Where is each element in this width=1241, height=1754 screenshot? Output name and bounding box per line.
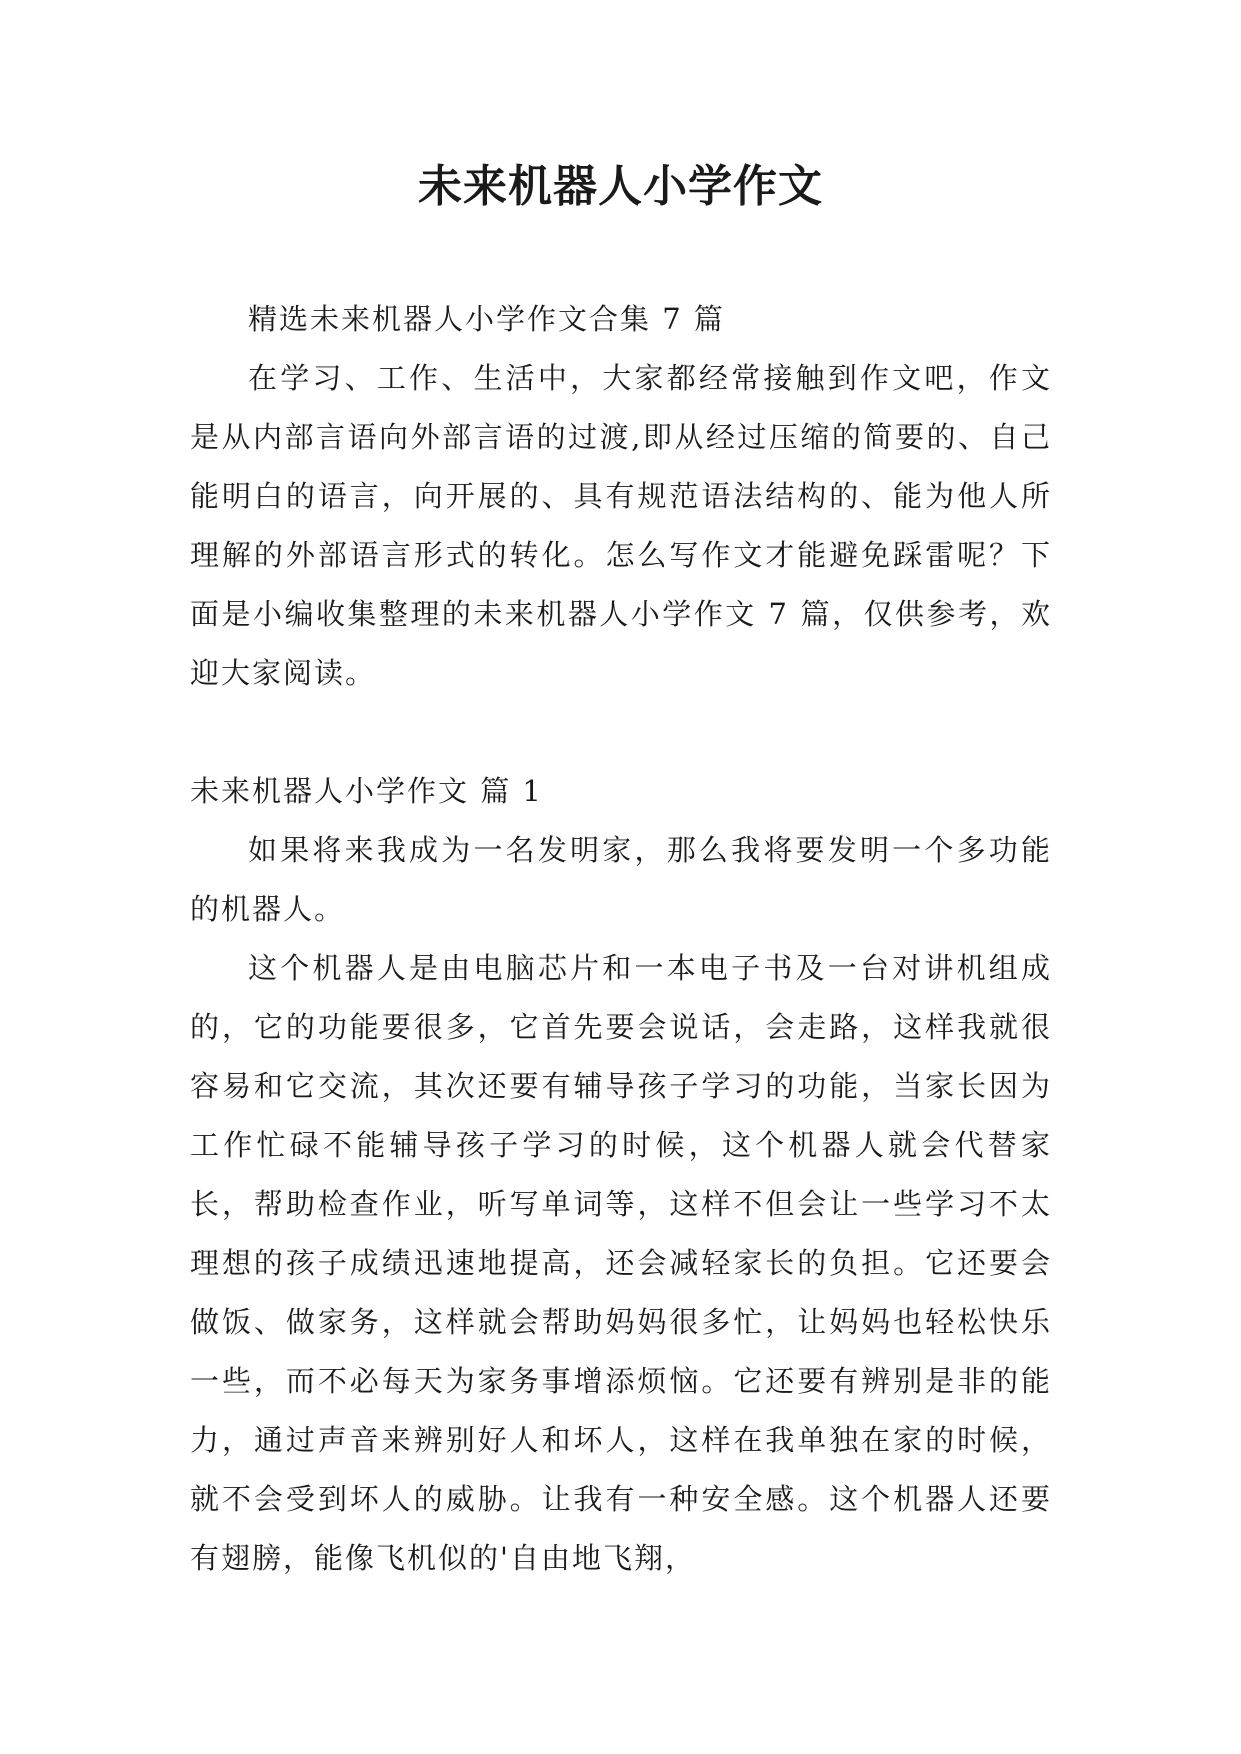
subtitle-line: 精选未来机器人小学作文合集 7 篇 xyxy=(248,302,725,336)
section-heading: 未来机器人小学作文 篇 1 xyxy=(190,774,543,808)
document-body xyxy=(190,290,1052,1588)
section-paragraph: 如果将来我成为一名发明家，那么我将要发明一个多功能的机器人。 xyxy=(190,833,1052,926)
intro-paragraph: 在学习、工作、生活中，大家都经常接触到作文吧，作文是从内部言语向外部言语的过渡,即从经过压缩的简要的、自己能明白的语言，向开展的、具有规范语法结构的、能为他人所理解的外部语言形式的转化。怎么写作文才能避免踩雷呢？下面是小编收集整理的未来机器人小学作文 7 篇，仅供参考，欢迎大家阅读。 xyxy=(190,361,1052,690)
section-paragraph: 这个机器人是由电脑芯片和一本电子书及一台对讲机组成的，它的功能要很多，它首先要会说话，会走路，这样我就很容易和它交流，其次还要有辅导孩子学习的功能，当家长因为工作忙碌不能辅导孩子学习的时候，这个机器人就会代替家长，帮助检查作业，听写单词等，这样不但会让一些学习不太理想的孩子成绩迅速地提高，还会减轻家长的负担。它还要会做饭、做家务，这样就会帮助妈妈很多忙，让妈妈也轻松快乐一些，而不必每天为家务事增添烦恼。它还要有辨别是非的能力，通过声音来辨别好人和坏人，这样在我单独在家的时候，就不会受到坏人的威胁。让我有一种安全感。这个机器人还要有翅膀，能像飞机似的'自由地飞翔， xyxy=(190,951,1052,1575)
page-title: 未来机器人小学作文 xyxy=(418,161,823,212)
